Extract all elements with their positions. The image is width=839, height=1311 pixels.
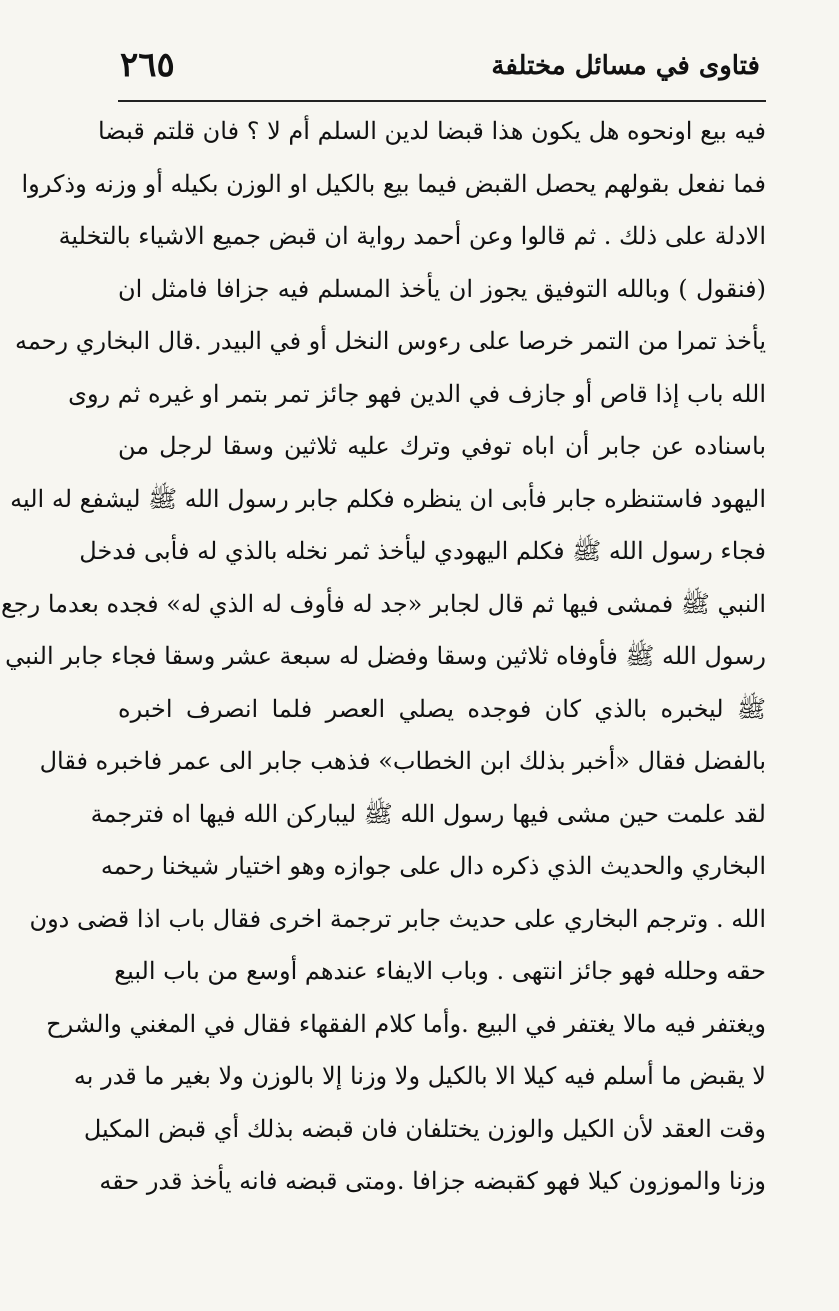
text-line: يأخذ تمرا من التمر خرصا على رءوس النخل أو في البيدر .قال البخاري رحمه <box>14 327 766 355</box>
page-number: ٢٦٥ <box>120 45 175 85</box>
text-line: فما نفعل بقولهم يحصل القبض فيما بيع بالكيل او الوزن بكيله أو وزنه وذكروا <box>21 169 766 198</box>
text-line: الادلة على ذلك . ثم قالوا وعن أحمد رواية ان قبض جميع الاشياء بالتخلية <box>58 222 766 250</box>
text-line: الله . وترجم البخاري على حديث جابر ترجمة اخرى فقال باب اذا قضى دون <box>29 904 766 933</box>
text-line: رسول الله ﷺ فأوفاه ثلاثين وسقا وفضل له سبعة عشر وسقا فجاء جابر النبي <box>5 642 766 670</box>
page-header <box>120 45 760 95</box>
text-line: وقت العقد لأن الكيل والوزن يختلفان فان قبضه بذلك أي قبض المكيل <box>83 1114 766 1143</box>
text-line: وزنا والموزون كيلا فهو كقبضه جزافا .ومتى قبضه فانه يأخذ قدر حقه <box>99 1167 766 1195</box>
text-line: ويغتفر فيه مالا يغتفر في البيع .وأما كلام الفقهاء فقال في المغني والشرح <box>46 1009 766 1038</box>
body-text <box>1 105 766 1208</box>
text-line: لا يقبض ما أسلم فيه كيلا الا بالكيل ولا وزنا إلا بالوزن ولا بغير ما قدر به <box>73 1062 766 1090</box>
text-line: ﷺ ليخبره بالذي كان فوجده يصلي العصر فلما انصرف اخبره <box>118 694 766 723</box>
text-line: لقد علمت حين مشى فيها رسول الله ﷺ ليباركن الله فيها اه فترجمة <box>90 799 766 828</box>
text-line: حقه وحلله فهو جائز انتهى . وباب الايفاء عندهم أوسع من باب البيع <box>114 957 766 985</box>
text-line: البخاري والحديث الذي ذكره دال على جوازه وهو اختيار شيخنا رحمه <box>100 852 766 880</box>
running-title: فتاوى في مسائل مختلفة <box>491 51 760 81</box>
text-line: الله باب إذا قاص أو جازف في الدين فهو جائز تمر بتمر او غيره ثم روى <box>68 379 766 408</box>
header-rule <box>118 100 766 102</box>
text-line: (فنقول ) وبالله التوفيق يجوز ان يأخذ المسلم فيه جزافا فامثل ان <box>118 274 766 303</box>
text-line: فيه بيع اونحوه هل يكون هذا قبضا لدين السلم أم لا ؟ فان قلتم قبضا <box>97 117 766 145</box>
text-line: فجاء رسول الله ﷺ فكلم اليهودي ليأخذ ثمر نخله بالذي له فأبى فدخل <box>79 537 766 565</box>
text-line: باسناده عن جابر أن اباه توفي وترك عليه ثلاثين وسقا لرجل من <box>118 432 766 460</box>
text-line: بالفضل فقال «أخبر بذلك ابن الخطاب» فذهب جابر الى عمر فاخبره فقال <box>39 747 766 775</box>
text-line: اليهود فاستنظره جابر فأبى ان ينظره فكلم جابر رسول الله ﷺ ليشفع له اليه <box>10 484 766 513</box>
text-line: النبي ﷺ فمشى فيها ثم قال لجابر «جد له فأوف له الذي له» فجده بعدما رجع <box>1 589 766 618</box>
